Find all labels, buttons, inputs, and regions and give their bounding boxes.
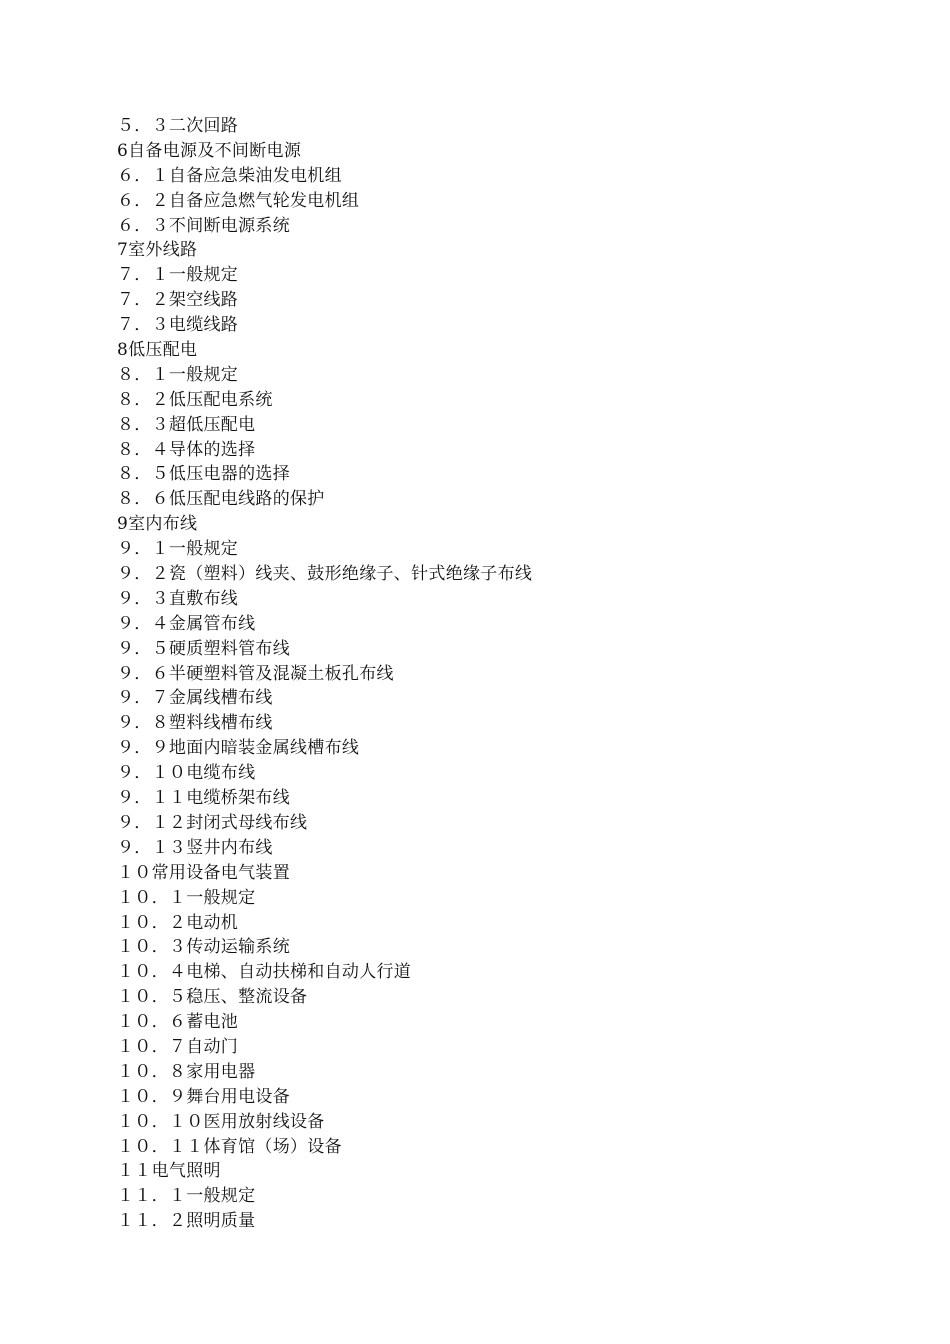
toc-line: １０．１１体育馆（场）设备 [117,1136,342,1157]
toc-line: ５．３二次回路 [117,116,239,136]
toc-line: ９．４金属管布线 [117,613,256,634]
toc-line: ９．６半硬塑料管及混凝土板孔布线 [117,663,394,684]
toc-line: 9室内布线 [117,514,198,535]
toc-line: ９．１一般规定 [117,539,239,560]
toc-line: １０．４电梯、自动扶梯和自动人行道 [117,962,412,983]
toc-line: ８．６低压配电线路的保护 [117,489,325,510]
toc-line: ９．１３竖井内布线 [117,837,273,858]
toc-line: １０．６蓄电池 [117,1012,239,1033]
toc-line: ９．９地面内暗装金属线槽布线 [117,738,360,759]
toc-line: １０．２电动机 [117,912,239,933]
toc-line: １０．７自动门 [117,1036,239,1057]
toc-line: ８．５低压电器的选择 [117,464,290,485]
toc-line: 6自备电源及不间断电源 [117,140,302,161]
toc-line: ８．２低压配电系统 [117,389,273,410]
toc-line: 8低压配电 [117,340,198,361]
toc-line: 7室外线路 [117,240,198,261]
toc-line: ８．１一般规定 [117,364,239,385]
toc-line: １０．５稳压、整流设备 [117,987,308,1008]
toc-line: ９．３直敷布线 [117,588,239,609]
toc-line: ６．１自备应急柴油发电机组 [117,165,342,186]
toc-line: ９．２瓷（塑料）线夹、鼓形绝缘子、针式绝缘子布线 [117,564,533,585]
toc-line: １０．３传动运输系统 [117,937,290,958]
toc-line: ６．３不间断电源系统 [117,215,290,236]
toc-line: １０．９舞台用电设备 [117,1086,290,1107]
toc-line: ９．１１电缆桥架布线 [117,788,290,809]
toc-line: ９．１２封闭式母线布线 [117,812,308,833]
toc-line: ９．５硬质塑料管布线 [117,638,290,659]
toc-line: ７．３电缆线路 [117,315,239,336]
table-of-contents [117,114,532,1234]
toc-line: ９．７金属线槽布线 [117,688,273,709]
toc-line: １０．１０医用放射线设备 [117,1111,325,1132]
toc-line: ７．２架空线路 [117,290,239,311]
toc-line: ８．３超低压配电 [117,414,256,435]
toc-line: ８．４导体的选择 [117,439,256,460]
toc-line: ６．２自备应急燃气轮发电机组 [117,190,360,211]
toc-line: １１电气照明 [117,1161,221,1182]
toc-line: ７．１一般规定 [117,265,239,286]
toc-line: １０．８家用电器 [117,1061,256,1082]
toc-line: ９．８塑料线槽布线 [117,713,273,734]
toc-line: １０常用设备电气装置 [117,862,290,883]
toc-line: １１．２照明质量 [117,1211,256,1232]
toc-line: ９．１０电缆布线 [117,763,256,784]
toc-line: １０．１一般规定 [117,887,256,908]
toc-line: １１．１一般规定 [117,1186,256,1207]
